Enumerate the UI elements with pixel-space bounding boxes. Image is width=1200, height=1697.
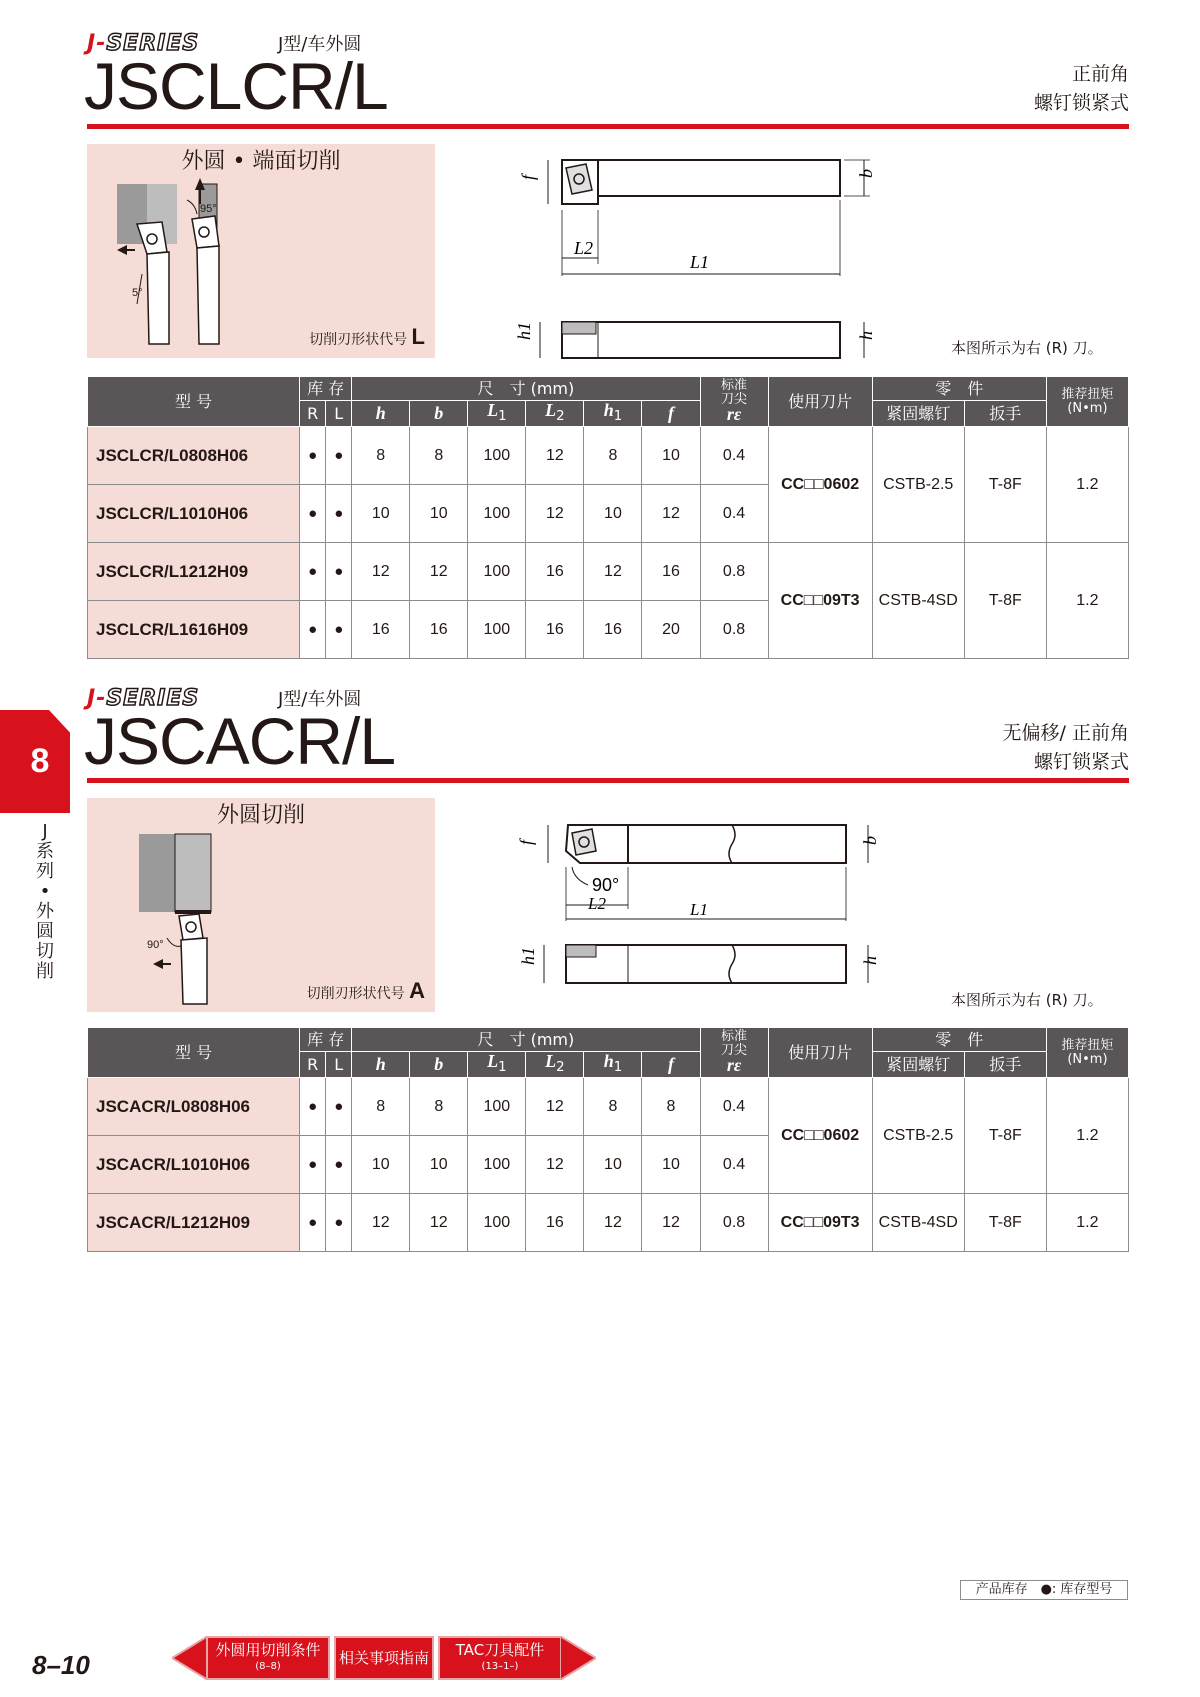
svg-text:90°: 90° — [147, 939, 164, 951]
svg-text:5°: 5° — [132, 287, 143, 299]
col-b: b — [410, 1052, 468, 1078]
hand-note: 本图所示为右 (R) 刀。 — [951, 991, 1103, 1009]
col-h: h — [352, 1052, 410, 1078]
col-r: R — [300, 1052, 326, 1078]
col-screw: 紧固螺钉 — [872, 1052, 964, 1078]
nav-guide-button[interactable]: 相关事项指南 — [334, 1636, 434, 1680]
col-nose-radius: 标准 刀尖 rε — [700, 377, 768, 427]
col-h: h — [352, 401, 410, 427]
feature-desc: 无偏移/ 正前角 螺钉锁紧式 — [1002, 722, 1129, 773]
page-title: JSCLCR/L — [84, 49, 388, 123]
col-wrench: 扳手 — [964, 1052, 1046, 1078]
svg-text:h1: h1 — [518, 947, 538, 965]
tool-illustration-icon — [87, 798, 435, 1012]
section-divider — [87, 778, 1129, 783]
spec-table-1 — [87, 376, 1129, 659]
col-b: b — [410, 401, 468, 427]
col-insert: 使用刀片 — [768, 377, 872, 427]
table-row: JSCACR/L0808H06 ● ● 8 8 100 12 8 8 0.4 CC□□0602 CSTB-2.5 T-8F 1.2 — [88, 1078, 1129, 1136]
col-nose-radius: 标准 刀尖 rε — [700, 1028, 768, 1078]
hand-note: 本图所示为右 (R) 刀。 — [951, 339, 1103, 357]
svg-text:90°: 90° — [592, 875, 620, 895]
col-l2: $L_2$ — [526, 401, 584, 427]
illustration-title: 外圆 • 端面切削 — [181, 149, 341, 174]
table-row: JSCACR/L1212H09 ● ● 12 12 100 16 12 12 0.8 CC□□09T3 CSTB-4SD T-8F 1.2 — [88, 1194, 1129, 1252]
tool-illustration-icon — [87, 144, 435, 358]
svg-text:L1: L1 — [690, 900, 708, 919]
svg-text:h: h — [856, 331, 876, 340]
col-screw: 紧固螺钉 — [872, 401, 964, 427]
stock-legend: 产品库存 ●: 库存型号 — [960, 1580, 1128, 1600]
col-parts: 零 件 — [872, 377, 1046, 401]
nav-cutting-conditions-button[interactable]: 外圆用切削条件 (8–8) — [206, 1636, 330, 1680]
illustration-title: 外圆切削 — [216, 803, 305, 828]
col-dims: 尺 寸 (mm) — [352, 377, 700, 401]
col-torque: 推荐扭矩 (N•m) — [1046, 377, 1128, 427]
arrow-right-icon[interactable] — [560, 1636, 596, 1680]
col-f: f — [642, 1052, 700, 1078]
brand-logo: J-SERIES — [87, 686, 200, 711]
spec-table-2 — [87, 1027, 1129, 1252]
chapter-label: J系列•外圆切削 — [36, 821, 54, 982]
svg-text:95°: 95° — [200, 203, 217, 215]
svg-text:L1: L1 — [690, 252, 710, 272]
col-l1: $L_1$ — [468, 401, 526, 427]
series-sublabel: J型/车外圆 — [278, 689, 362, 710]
cut-shape-code: 切削刃形状代号 L — [309, 324, 425, 349]
col-model: 型 号 — [88, 377, 300, 427]
cutting-illustration — [87, 144, 435, 358]
col-l: L — [326, 401, 352, 427]
col-f: f — [642, 401, 700, 427]
svg-text:h: h — [860, 956, 880, 965]
svg-text:h1: h1 — [514, 322, 534, 340]
svg-text:f: f — [518, 174, 538, 180]
tool-dimension-diagram — [500, 815, 920, 995]
svg-text:L2: L2 — [574, 238, 594, 258]
cutting-illustration — [87, 798, 435, 1012]
col-stock: 库 存 — [300, 377, 352, 401]
page-title: JSCACR/L — [84, 704, 396, 778]
table-row: JSCLCR/L0808H06 ● ● 8 8 100 12 8 10 0.4 CC□□0602 CSTB-2.5 T-8F 1.2 — [88, 427, 1129, 485]
section-divider — [87, 124, 1129, 129]
tool-dimension-diagram — [500, 150, 920, 365]
nav-accessories-button[interactable]: TAC刀具配件 (13–1–) — [438, 1636, 562, 1680]
series-sublabel: J型/车外圆 — [278, 34, 362, 55]
col-torque: 推荐扭矩 (N•m) — [1046, 1028, 1128, 1078]
arrow-left-icon[interactable] — [172, 1636, 208, 1680]
col-wrench: 扳手 — [964, 401, 1046, 427]
page-number: 8–10 — [32, 1650, 90, 1680]
col-l2: $L_2$ — [526, 1052, 584, 1078]
col-h1: $h_1$ — [584, 401, 642, 427]
chapter-number: 8 — [30, 742, 50, 780]
col-l: L — [326, 1052, 352, 1078]
svg-text:b: b — [856, 169, 876, 178]
cut-shape-code: 切削刃形状代号 A — [306, 978, 425, 1003]
col-insert: 使用刀片 — [768, 1028, 872, 1078]
svg-text:L2: L2 — [588, 894, 606, 913]
col-stock: 库 存 — [300, 1028, 352, 1052]
col-r: R — [300, 401, 326, 427]
col-model: 型 号 — [88, 1028, 300, 1078]
table-row: JSCACR/L1010H06 ● ● 10 10 100 12 10 10 0.4 — [88, 1136, 1129, 1194]
table-row: JSCLCR/L1010H06 ● ● 10 10 100 12 10 12 0.4 — [88, 485, 1129, 543]
table-row: JSCLCR/L1212H09 ● ● 12 12 100 16 12 16 0.8 CC□□09T3 CSTB-4SD T-8F 1.2 — [88, 543, 1129, 601]
brand-logo: J-SERIES — [87, 31, 200, 56]
col-h1: $h_1$ — [584, 1052, 642, 1078]
feature-desc: 正前角 螺钉锁紧式 — [1033, 63, 1129, 114]
col-parts: 零 件 — [872, 1028, 1046, 1052]
svg-text:b: b — [860, 836, 880, 845]
col-l1: $L_1$ — [468, 1052, 526, 1078]
col-dims: 尺 寸 (mm) — [352, 1028, 700, 1052]
table-row: JSCLCR/L1616H09 ● ● 16 16 100 16 16 20 0.8 — [88, 601, 1129, 659]
svg-text:f: f — [516, 839, 536, 845]
